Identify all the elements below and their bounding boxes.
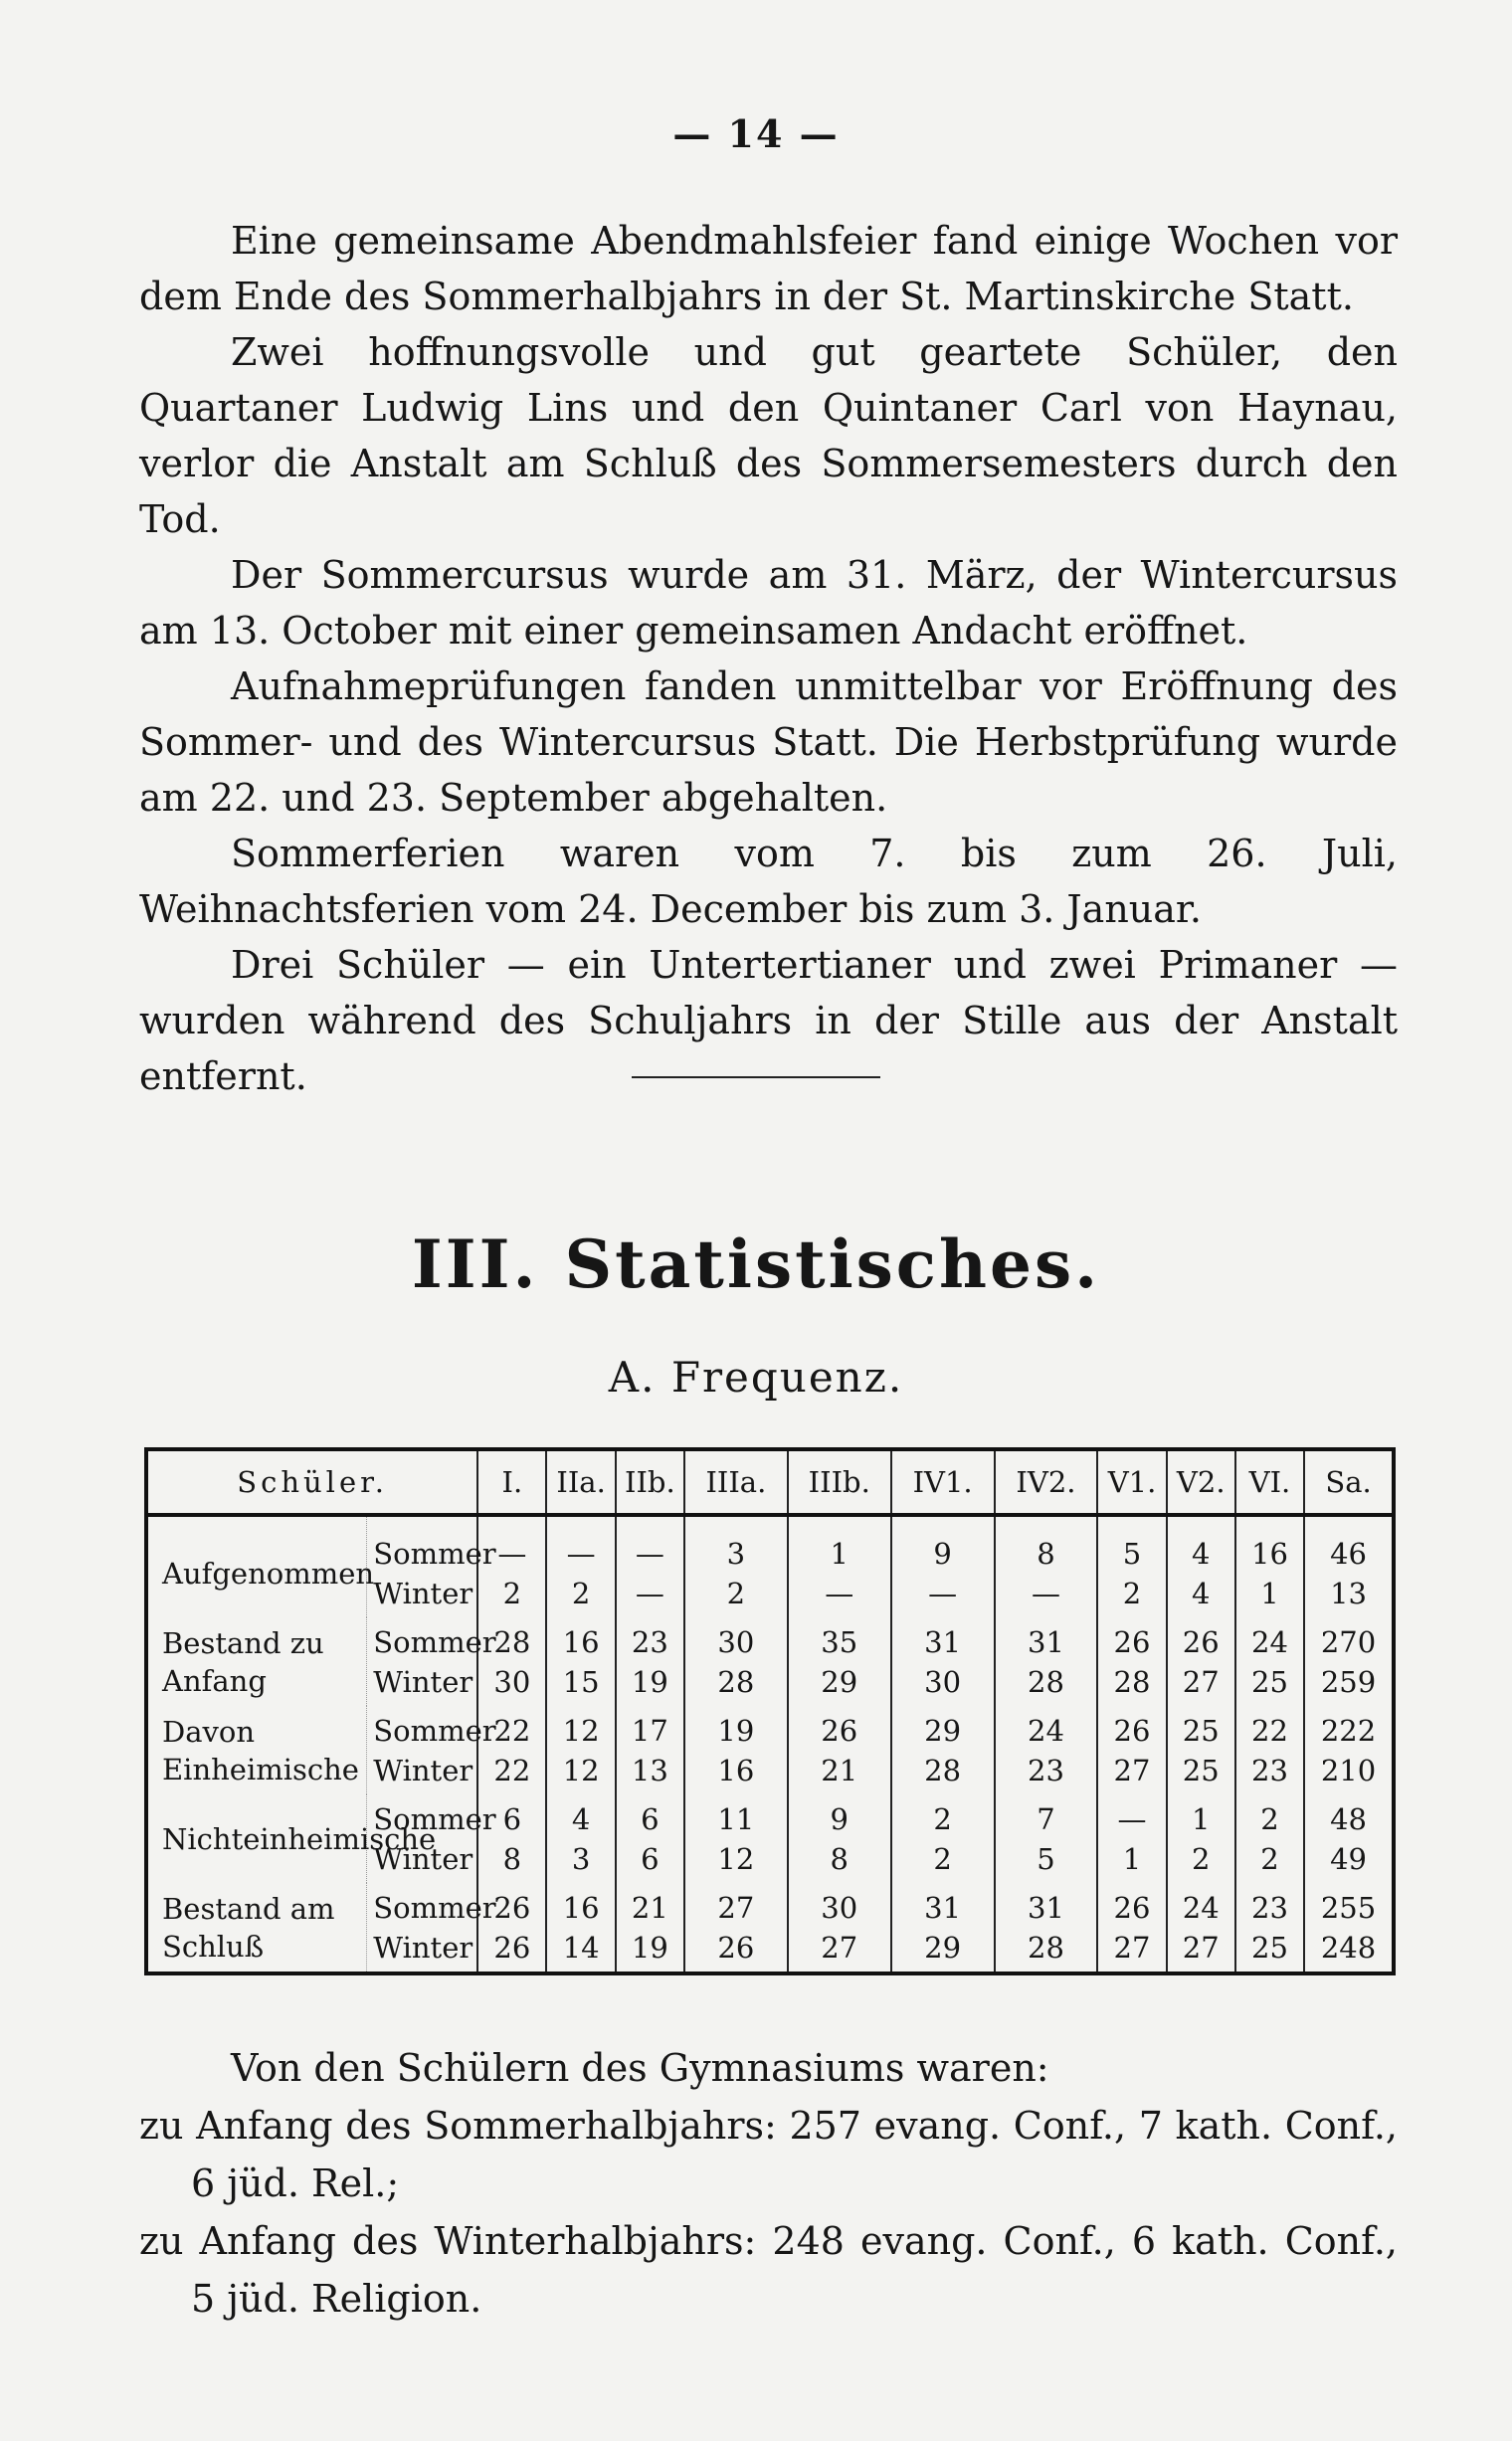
winter-value: 23	[1028, 1753, 1064, 1787]
table-cell	[1304, 1883, 1394, 1973]
season-labels	[367, 1706, 496, 1794]
column-header: V2.	[1167, 1449, 1235, 1515]
summer-value: 6	[641, 1801, 660, 1836]
winter-value: 21	[821, 1753, 858, 1787]
winter-value: 6	[641, 1841, 660, 1876]
summer-value: 16	[562, 1890, 600, 1925]
summer-value: 19	[717, 1713, 755, 1748]
table-cell	[1097, 1617, 1166, 1706]
table-cell	[546, 1515, 615, 1617]
page-number: — 14 —	[672, 111, 840, 156]
winter-value: 248	[1320, 1930, 1377, 1965]
table-cell	[891, 1706, 995, 1794]
winter-value: 3	[571, 1841, 591, 1876]
paragraph: Eine gemeinsame Abendmahlsfeier fand einige Wochen vor dem Ende des Sommerhalbjahrs in der St. Martinskirche Statt.	[139, 219, 1398, 318]
row-label: Bestand zu Anfang	[162, 1625, 324, 1698]
summer-value: 26	[1113, 1713, 1151, 1748]
table-cell	[788, 1515, 891, 1617]
summer-value: 27	[717, 1890, 755, 1925]
table-cell	[1167, 1515, 1235, 1617]
summer-value: 30	[821, 1890, 858, 1925]
table-cell	[1235, 1883, 1304, 1973]
column-header: I.	[477, 1449, 546, 1515]
summer-value: 16	[562, 1624, 600, 1659]
winter-value: 28	[717, 1664, 755, 1699]
table-cell	[995, 1794, 1098, 1883]
table-cell	[546, 1706, 615, 1794]
table-cell	[891, 1883, 995, 1973]
frequency-table-wrap	[144, 1447, 1396, 1975]
winter-value: 2	[726, 1576, 746, 1610]
winter-value: —	[825, 1576, 854, 1610]
column-header: VI.	[1235, 1449, 1304, 1515]
summer-value: 35	[821, 1624, 858, 1659]
winter-value: 22	[493, 1753, 531, 1787]
summary-intro: Von den Schülern des Gymnasiums waren:	[231, 2046, 1049, 2090]
summer-value: 255	[1320, 1890, 1377, 1925]
winter-value: 2	[933, 1841, 952, 1876]
summer-value: 7	[1037, 1801, 1055, 1836]
summer-value: 17	[631, 1713, 668, 1748]
summer-value: 28	[493, 1624, 531, 1659]
summer-value: 25	[1182, 1713, 1220, 1748]
table-cell	[616, 1883, 684, 1973]
paragraph: Der Sommercursus wurde am 31. März, der Wintercursus am 13. October mit einer gemeinsamen Andacht eröffnet.	[139, 553, 1398, 653]
table-cell	[891, 1515, 995, 1617]
table-cell	[1304, 1515, 1394, 1617]
column-header: IIIb.	[788, 1449, 891, 1515]
season-summer: Sommer	[373, 1713, 496, 1748]
column-header: IV2.	[995, 1449, 1098, 1515]
table-cell	[1167, 1617, 1235, 1706]
column-header: Sa.	[1304, 1449, 1394, 1515]
summer-value: 4	[1192, 1536, 1211, 1571]
winter-value: 8	[830, 1841, 849, 1876]
table-cell	[995, 1706, 1098, 1794]
table-cell	[546, 1883, 615, 1973]
table-body	[146, 1515, 1394, 1973]
winter-value: 16	[717, 1753, 755, 1787]
table-cell	[788, 1794, 891, 1883]
summer-value: 23	[631, 1624, 668, 1659]
summer-value: 11	[717, 1801, 755, 1836]
summer-value: 48	[1330, 1801, 1367, 1836]
winter-value: 2	[1192, 1841, 1211, 1876]
frequency-table	[144, 1447, 1396, 1975]
winter-value: 27	[1182, 1930, 1220, 1965]
summer-value: 1	[830, 1536, 849, 1571]
season-labels	[367, 1515, 496, 1617]
winter-value: 27	[1113, 1930, 1151, 1965]
winter-value: 210	[1320, 1753, 1377, 1787]
summer-value: 24	[1182, 1890, 1220, 1925]
season-labels	[367, 1794, 496, 1883]
winter-value: 49	[1330, 1841, 1367, 1876]
column-header: V1.	[1097, 1449, 1166, 1515]
winter-value: —	[635, 1576, 664, 1610]
row-label: Nichteinheimische	[162, 1821, 437, 1856]
summer-value: —	[635, 1536, 664, 1571]
table-cell	[546, 1794, 615, 1883]
winter-value: 13	[631, 1753, 668, 1787]
winter-value: 2	[571, 1576, 591, 1610]
table-cell	[1235, 1617, 1304, 1706]
summer-value: 8	[1037, 1536, 1055, 1571]
season-summer: Sommer	[373, 1801, 496, 1836]
column-header: IIa.	[546, 1449, 615, 1515]
winter-value: 2	[1122, 1576, 1142, 1610]
section-divider	[632, 1076, 880, 1078]
winter-value: 27	[821, 1930, 858, 1965]
table-header-row	[146, 1449, 1394, 1515]
summer-value: 31	[1028, 1890, 1064, 1925]
summer-value: 31	[1028, 1624, 1064, 1659]
table-cell	[684, 1794, 788, 1883]
winter-value: 1	[1122, 1841, 1142, 1876]
winter-value: 12	[562, 1753, 600, 1787]
winter-value: 28	[924, 1753, 962, 1787]
table-cell	[995, 1515, 1098, 1617]
table-cell	[684, 1515, 788, 1617]
summer-value: 3	[726, 1536, 746, 1571]
summer-value: 2	[933, 1801, 952, 1836]
winter-value: 30	[493, 1664, 531, 1699]
table-cell	[616, 1794, 684, 1883]
table-cell	[891, 1617, 995, 1706]
summer-value: 31	[924, 1624, 962, 1659]
season-winter: Winter	[373, 1841, 473, 1876]
table-cell	[1097, 1706, 1166, 1794]
table-corner-label: Schüler.	[146, 1449, 477, 1515]
season-labels	[367, 1883, 496, 1973]
summer-value: 26	[493, 1890, 531, 1925]
winter-value: 1	[1260, 1576, 1279, 1610]
winter-value: 8	[502, 1841, 522, 1876]
summer-value: —	[497, 1536, 527, 1571]
summer-value: 2	[1260, 1801, 1279, 1836]
table-cell	[1235, 1515, 1304, 1617]
winter-value: 26	[717, 1930, 755, 1965]
winter-value: 15	[562, 1664, 600, 1699]
winter-value: 28	[1028, 1930, 1064, 1965]
table-cell	[616, 1515, 684, 1617]
summary-line: zu Anfang des Sommerhalbjahrs: 257 evang. Conf., 7 kath. Conf., 6 jüd. Rel.;	[139, 2104, 1398, 2205]
table-cell	[995, 1883, 1098, 1973]
table-cell	[1097, 1515, 1166, 1617]
season-winter: Winter	[373, 1930, 473, 1965]
season-winter: Winter	[373, 1753, 473, 1787]
paragraph: Sommerferien waren vom 7. bis zum 26. Juli, Weihnachtsferien vom 24. December bis zum 3. Januar.	[139, 832, 1398, 931]
season-winter: Winter	[373, 1664, 473, 1699]
row-label: Aufgenommen	[162, 1556, 375, 1591]
summer-value: 1	[1192, 1801, 1211, 1836]
summer-value: 5	[1122, 1536, 1142, 1571]
winter-value: —	[928, 1576, 958, 1610]
table-cell	[684, 1706, 788, 1794]
table-cell	[684, 1883, 788, 1973]
winter-value: 27	[1182, 1664, 1220, 1699]
winter-value: 13	[1330, 1576, 1367, 1610]
winter-value: 19	[631, 1664, 668, 1699]
table-row	[146, 1515, 1394, 1617]
summer-value: 24	[1251, 1624, 1288, 1659]
table-cell	[788, 1617, 891, 1706]
winter-value: 25	[1251, 1664, 1288, 1699]
row-label: Bestand am Schluß	[162, 1891, 335, 1964]
table-cell	[1167, 1883, 1235, 1973]
summer-value: 29	[924, 1713, 962, 1748]
table-cell	[891, 1794, 995, 1883]
summer-value: 222	[1320, 1713, 1377, 1748]
body-text	[139, 213, 1398, 1104]
winter-value: 259	[1320, 1664, 1377, 1699]
summer-value: 23	[1251, 1890, 1288, 1925]
confession-summary	[139, 2039, 1398, 2328]
table-row	[146, 1617, 1394, 1706]
summer-value: 22	[493, 1713, 531, 1748]
table-cell	[1304, 1794, 1394, 1883]
table-cell	[1097, 1883, 1166, 1973]
winter-value: 14	[562, 1930, 600, 1965]
column-header: IIIa.	[684, 1449, 788, 1515]
summer-value: 26	[1113, 1890, 1151, 1925]
summer-value: 24	[1028, 1713, 1064, 1748]
winter-value: 2	[1260, 1841, 1279, 1876]
table-cell	[546, 1617, 615, 1706]
season-winter: Winter	[373, 1576, 473, 1610]
winter-value: 30	[924, 1664, 962, 1699]
paragraph: Aufnahmeprüfungen fanden unmittelbar vor Eröffnung des Sommer- und des Wintercursus Statt. Die Herbstprüfung wurde am 22. und 23. September abgehalten.	[139, 664, 1398, 820]
column-header: IV1.	[891, 1449, 995, 1515]
winter-value: 26	[493, 1930, 531, 1965]
winter-value: 25	[1251, 1930, 1288, 1965]
winter-value: 2	[502, 1576, 522, 1610]
table-row	[146, 1706, 1394, 1794]
table-cell	[995, 1617, 1098, 1706]
summer-value: 30	[717, 1624, 755, 1659]
summer-value: —	[1117, 1801, 1147, 1836]
table-cell	[1167, 1706, 1235, 1794]
paragraph: Zwei hoffnungsvolle und gut geartete Schüler, den Quartaner Ludwig Lins und den Quintaner Carl von Haynau, verlor die Anstalt am Schluß des Sommersemesters durch den Tod.	[139, 330, 1398, 541]
summer-value: 21	[631, 1890, 668, 1925]
winter-value: 28	[1113, 1664, 1151, 1699]
winter-value: 19	[631, 1930, 668, 1965]
summer-value: 9	[830, 1801, 849, 1836]
season-summer: Sommer	[373, 1536, 496, 1571]
winter-value: 28	[1028, 1664, 1064, 1699]
winter-value: 5	[1037, 1841, 1055, 1876]
table-cell	[1235, 1706, 1304, 1794]
table-cell	[1167, 1794, 1235, 1883]
winter-value: 23	[1251, 1753, 1288, 1787]
summer-value: 31	[924, 1890, 962, 1925]
summer-value: 26	[1182, 1624, 1220, 1659]
summer-value: 16	[1251, 1536, 1288, 1571]
column-header: IIb.	[616, 1449, 684, 1515]
season-summer: Sommer	[373, 1890, 496, 1925]
winter-value: 25	[1182, 1753, 1220, 1787]
winter-value: 4	[1192, 1576, 1211, 1610]
summer-value: 4	[571, 1801, 591, 1836]
winter-value: 12	[717, 1841, 755, 1876]
sub-heading: A. Frequenz.	[608, 1353, 904, 1402]
summer-value: 270	[1320, 1624, 1377, 1659]
table-cell	[616, 1706, 684, 1794]
winter-value: 29	[924, 1930, 962, 1965]
table-cell	[1304, 1706, 1394, 1794]
table-row	[146, 1883, 1394, 1973]
summer-value: 12	[562, 1713, 600, 1748]
summer-value: 26	[1113, 1624, 1151, 1659]
winter-value: 29	[821, 1664, 858, 1699]
table-cell	[788, 1883, 891, 1973]
table-cell	[1304, 1617, 1394, 1706]
table-cell	[788, 1706, 891, 1794]
table-row	[146, 1794, 1394, 1883]
summer-value: 22	[1251, 1713, 1288, 1748]
table-cell	[1235, 1794, 1304, 1883]
table-cell	[616, 1617, 684, 1706]
table-cell	[684, 1617, 788, 1706]
summer-value: 26	[821, 1713, 858, 1748]
season-summer: Sommer	[373, 1624, 496, 1659]
section-heading: III. Statistisches.	[411, 1225, 1101, 1303]
paragraph: Drei Schüler — ein Untertertianer und zwei Primaner — wurden während des Schuljahrs in der Stille aus der Anstalt entfernt.	[139, 943, 1398, 1098]
table-cell	[1097, 1794, 1166, 1883]
winter-value: 27	[1113, 1753, 1151, 1787]
summer-value: 6	[502, 1801, 522, 1836]
row-label: Davon Einheimische	[162, 1714, 359, 1786]
summer-value: —	[566, 1536, 596, 1571]
season-labels	[367, 1617, 496, 1706]
summary-line: zu Anfang des Winterhalbjahrs: 248 evang. Conf., 6 kath. Conf., 5 jüd. Religion.	[139, 2219, 1398, 2321]
summer-value: 9	[933, 1536, 952, 1571]
summer-value: 46	[1330, 1536, 1367, 1571]
winter-value: —	[1031, 1576, 1060, 1610]
